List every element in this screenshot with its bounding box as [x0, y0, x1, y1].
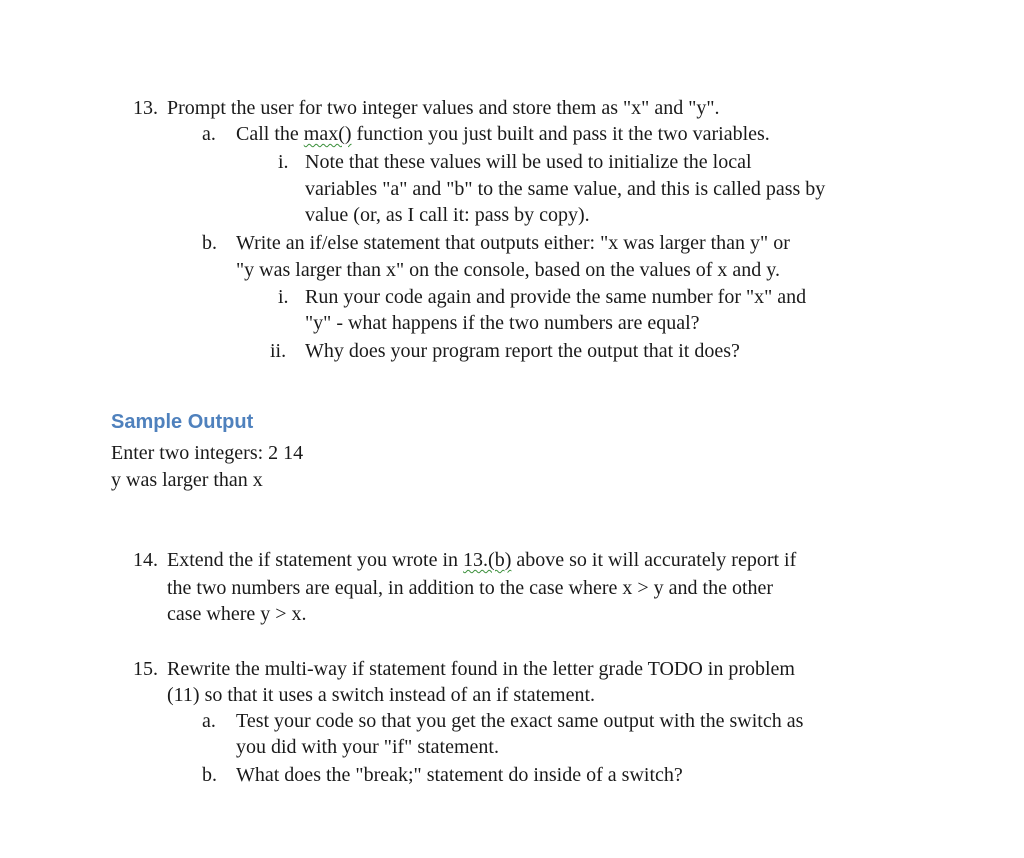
q15a-marker: a. [202, 710, 216, 732]
q13a-marker: a. [202, 123, 216, 145]
q13b-ref: 13.(b) [463, 549, 512, 571]
q13bi-line-1: Run your code again and provide the same number for "x" and [305, 286, 807, 308]
q14-line-1: Extend the if statement you wrote in 13.(b) above so it will accurately report if [167, 549, 797, 571]
q13b-marker: b. [202, 232, 217, 254]
q14-line-2: the two numbers are equal, in addition to the case where x > y and the other [167, 577, 774, 599]
q13a-text: Call the max() function you just built and pass it the two variables. [236, 123, 770, 145]
q14-line-3: case where y > x. [167, 603, 307, 625]
q13bi-line-2: "y" - what happens if the two numbers are equal? [305, 312, 700, 334]
q13ai-line-2: variables "a" and "b" to the same value, and this is called pass by [305, 178, 826, 200]
q15b-marker: b. [202, 764, 217, 786]
q15a-line-2: you did with your "if" statement. [236, 736, 499, 758]
q13-number: 13. [133, 97, 158, 119]
q13bii-marker: ii. [270, 340, 287, 362]
q15-line-1: Rewrite the multi-way if statement found in the letter grade TODO in problem [167, 658, 795, 680]
q13b-line-2: "y was larger than x" on the console, based on the values of x and y. [236, 259, 780, 281]
q13bi-marker: i. [278, 286, 289, 308]
q15b-text: What does the "break;" statement do inside of a switch? [236, 764, 683, 786]
q15-number: 15. [133, 658, 158, 680]
max-function-ref: max() [303, 123, 352, 145]
q13bii-text: Why does your program report the output that it does? [305, 340, 740, 362]
q15-line-2: (11) so that it uses a switch instead of an if statement. [167, 684, 596, 706]
q13ai-line-1: Note that these values will be used to initialize the local [305, 151, 752, 173]
sample-output-heading: Sample Output [111, 411, 254, 433]
sample-output-line-2: y was larger than x [111, 469, 263, 491]
sample-output-line-1: Enter two integers: 2 14 [111, 442, 304, 464]
q15a-line-1: Test your code so that you get the exact same output with the switch as [236, 710, 804, 732]
q13-text: Prompt the user for two integer values and store them as "x" and "y". [167, 97, 720, 119]
q13ai-line-3: value (or, as I call it: pass by copy). [305, 204, 590, 226]
q14-number: 14. [133, 549, 158, 571]
q13ai-marker: i. [278, 151, 289, 173]
q13b-line-1: Write an if/else statement that outputs either: "x was larger than y" or [236, 232, 790, 254]
